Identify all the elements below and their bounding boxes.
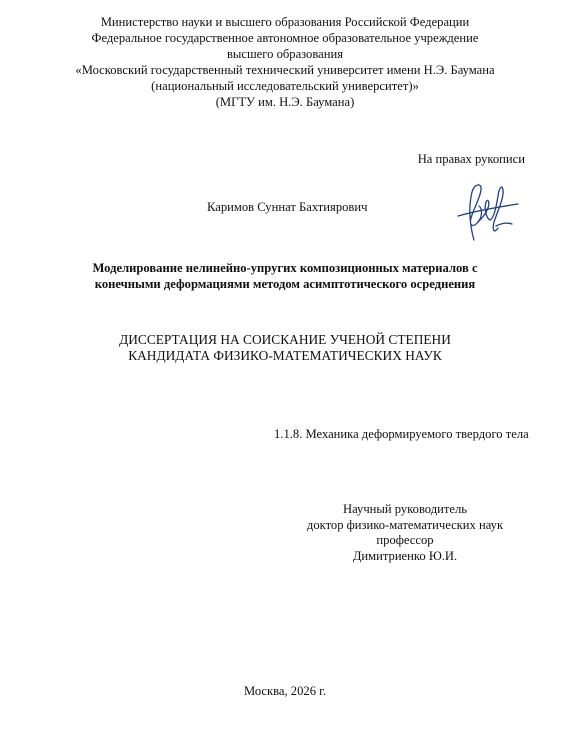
degree-statement [40, 332, 530, 364]
title-line-2: конечными деформациями методом асимптотического осреднения [94, 277, 476, 291]
header-line-education-level: высшего образования [226, 47, 343, 61]
supervisor-block [300, 502, 510, 564]
header-line-university-abbrev: (МГТУ им. Н.Э. Баумана) [215, 95, 355, 109]
signature-icon [452, 178, 524, 248]
supervisor-degree: доктор физико-математических наук [306, 517, 504, 532]
header-line-university-status: (национальный исследовательский университет)» [151, 79, 419, 93]
supervisor-name: Димитриенко Ю.И. [352, 548, 458, 563]
title-line-1: Моделирование нелинейно-упругих композиционных материалов с [92, 261, 478, 275]
supervisor-title: профессор [376, 533, 434, 547]
specialty-code: 1.1.8. Механика деформируемого твердого тела [274, 427, 529, 441]
header-line-ministry: Министерство науки и высшего образования Российской Федерации [100, 15, 470, 29]
header-line-institution-type: Федеральное государственное автономное образовательное учреждение [91, 31, 479, 45]
institution-header [40, 14, 530, 110]
degree-line-1: ДИССЕРТАЦИЯ НА СОИСКАНИЕ УЧЕНОЙ СТЕПЕНИ [119, 332, 451, 347]
author-name: Каримов Суннат Бахтиярович [207, 200, 368, 214]
supervisor-role: Научный руководитель [342, 502, 468, 516]
degree-line-2: КАНДИДАТА ФИЗИКО-МАТЕМАТИЧЕСКИХ НАУК [128, 348, 442, 363]
manuscript-rights-note: На правах рукописи [417, 152, 525, 166]
header-line-university-name: «Московский государственный технический университет имени Н.Э. Баумана [75, 63, 495, 77]
city-year: Москва, 2026 г. [243, 684, 327, 698]
dissertation-title [40, 260, 530, 292]
